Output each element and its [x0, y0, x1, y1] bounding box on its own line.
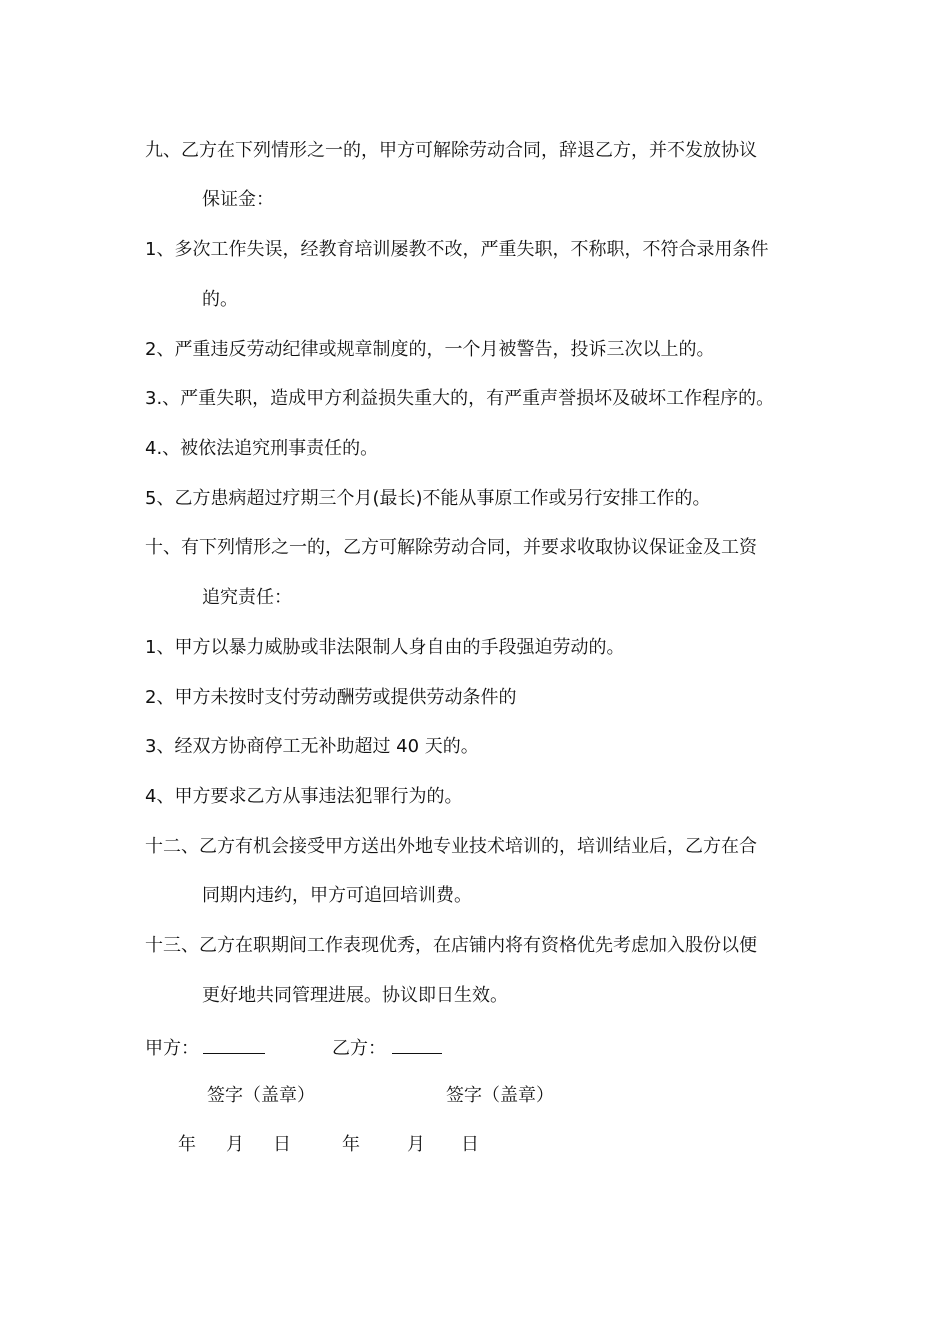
party-b-label: 乙方：: [332, 1038, 386, 1059]
clause-12-line-1: 十二、乙方有机会接受甲方送出外地专业技术培训的，培训结业后，乙方在合: [145, 836, 757, 857]
clause-9-item-1-line-1: 1、多次工作失误，经教育培训屡教不改，严重失职，不称职，不符合录用条件: [145, 239, 769, 260]
party-b-month: 月: [407, 1134, 425, 1155]
clause-9-item-2: 2、严重违反劳动纪律或规章制度的，一个月被警告，投诉三次以上的。: [145, 339, 715, 360]
clause-9-line-2: 保证金：: [202, 189, 274, 210]
clause-12-line-2: 同期内违约，甲方可追回培训费。: [202, 885, 472, 906]
clause-9-item-3: 3.、严重失职，造成甲方利益损失重大的，有严重声誉损坏及破坏工作程序的。: [145, 388, 775, 409]
party-a-signature-line: [145, 1033, 265, 1062]
party-b-blank: [392, 1033, 442, 1054]
clause-13-line-2: 更好地共同管理进展。协议即日生效。: [202, 985, 508, 1006]
party-b-year: 年: [342, 1134, 360, 1155]
clause-9-line-1: 九、乙方在下列情形之一的，甲方可解除劳动合同，辞退乙方，并不发放协议: [145, 140, 757, 161]
clause-10-item-3: 3、经双方协商停工无补助超过 40 天的。: [145, 736, 479, 757]
clause-10-item-1: 1、甲方以暴力威胁或非法限制人身自由的手段强迫劳动的。: [145, 637, 625, 658]
clause-10-item-2: 2、甲方未按时支付劳动酬劳或提供劳动条件的: [145, 687, 517, 708]
clause-13-line-1: 十三、乙方在职期间工作表现优秀，在店铺内将有资格优先考虑加入股份以便: [145, 935, 757, 956]
party-b-day: 日: [461, 1134, 479, 1155]
party-a-month: 月: [226, 1134, 244, 1155]
party-a-blank: [203, 1033, 265, 1054]
clause-10-line-2: 追究责任：: [202, 587, 292, 608]
party-a-year: 年: [178, 1134, 196, 1155]
clause-9-item-5: 5、乙方患病超过疗期三个月(最长)不能从事原工作或另行安排工作的。: [145, 488, 711, 509]
clause-10-item-4: 4、甲方要求乙方从事违法犯罪行为的。: [145, 786, 463, 807]
party-a-sign-seal: 签字（盖章）: [207, 1085, 315, 1106]
party-b-signature-line: [332, 1033, 442, 1062]
party-b-sign-seal: 签字（盖章）: [446, 1085, 554, 1106]
party-a-label: 甲方：: [145, 1038, 199, 1059]
clause-9-item-4: 4.、被依法追究刑事责任的。: [145, 438, 379, 459]
clause-9-item-1-line-2: 的。: [202, 289, 238, 310]
party-a-day: 日: [273, 1134, 291, 1155]
clause-10-line-1: 十、有下列情形之一的，乙方可解除劳动合同，并要求收取协议保证金及工资: [145, 537, 757, 558]
